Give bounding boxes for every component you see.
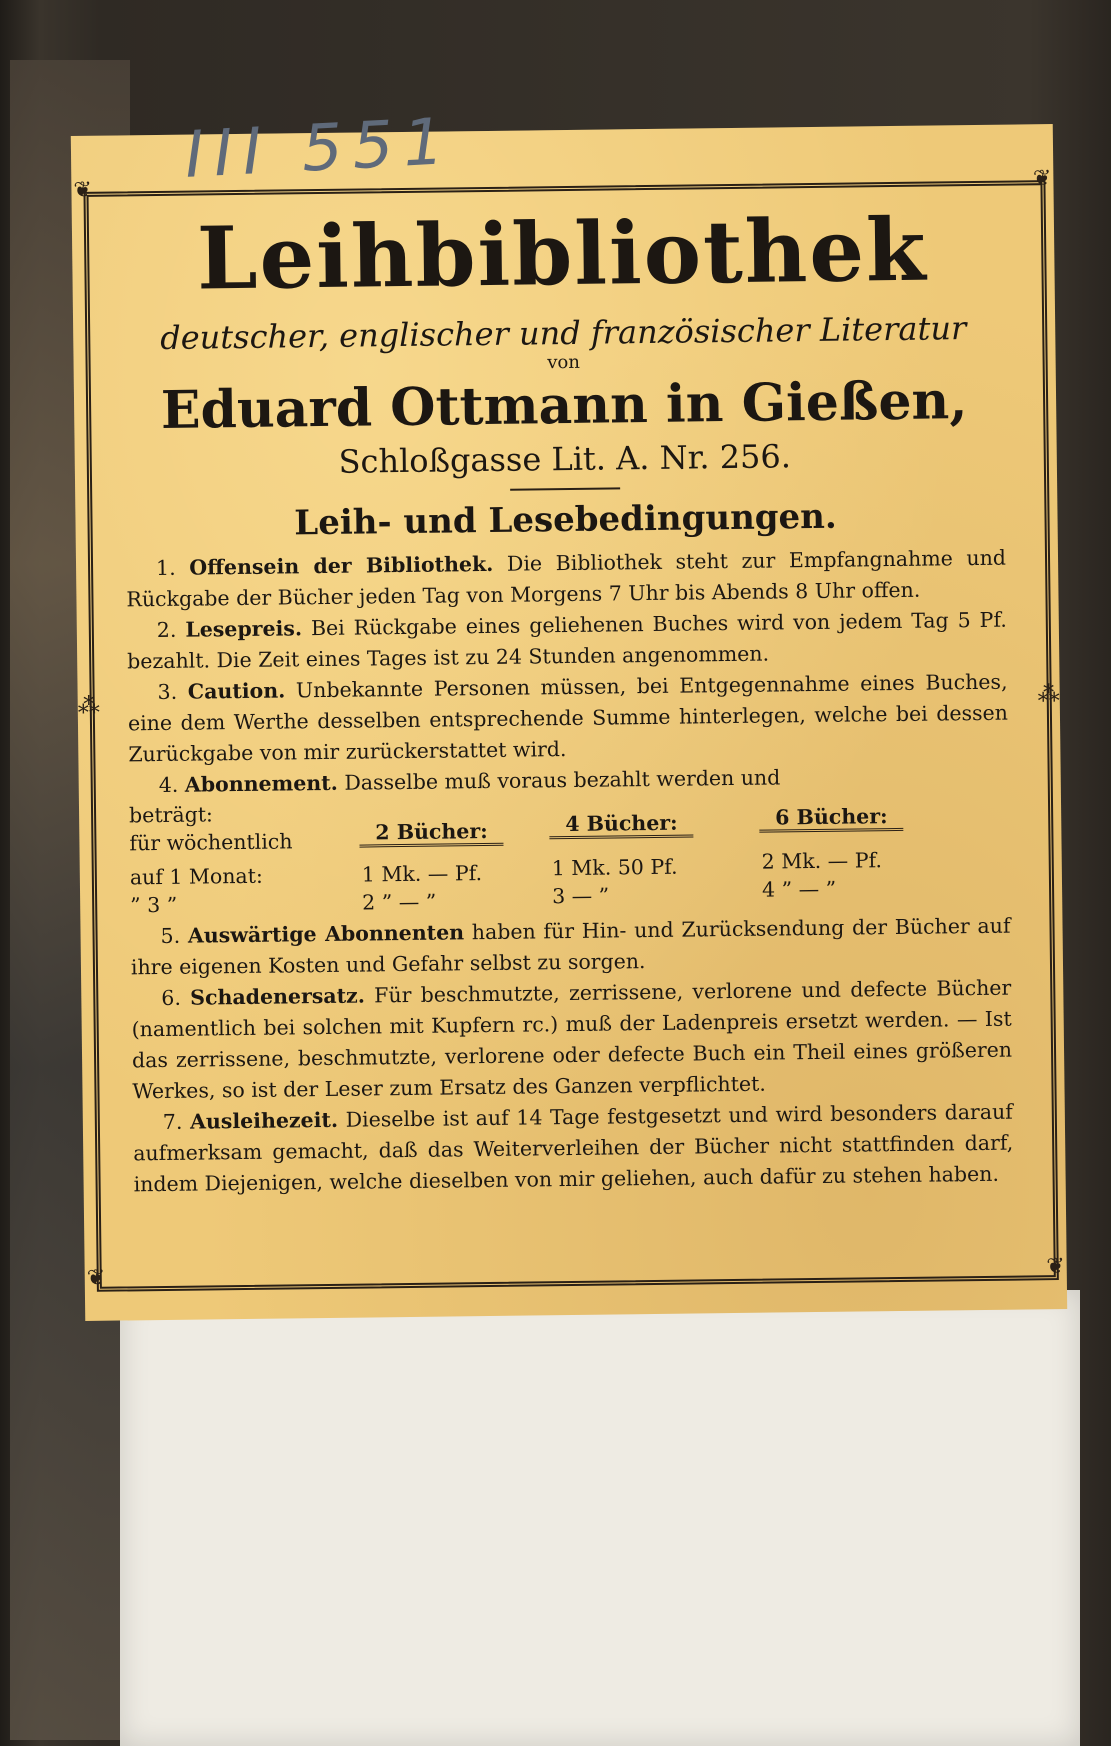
abo-c2-m1: 1 Mk. — Pf. (361, 861, 483, 887)
abo-col-2: 2 Bücher: (359, 819, 504, 848)
label-title: Leihbibliothek (196, 199, 929, 310)
publisher-name: Eduard Ottmann in Gießen, (160, 370, 968, 441)
abo-c6-m1: 2 Mk. — Pf. (761, 848, 883, 874)
corner-ornament-icon: ❦ (1032, 166, 1052, 192)
abo-row-week: für wöchentlich (129, 829, 293, 856)
rule-item: 1. Offensein der Bibliothek. Die Bibliothek steht zur Empfangnahme und Rückgabe der Bücher jeden Tag von Morgens 7 Uhr bis Abends 8 Uhr offen. (126, 545, 1007, 612)
label-von: von (547, 351, 581, 374)
abo-c2-m3: 2 ” — ” (362, 889, 437, 915)
corner-ornament-icon: ❦ (73, 177, 93, 204)
divider (510, 487, 620, 490)
abo-c4-m3: 3 — ” (551, 883, 610, 909)
label-content (122, 195, 1014, 1201)
rule-item: 5. Auswärtige Abonnenten haben für Hin- und Zurücksendung der Bücher auf ihre eigenen Kosten und Gefahr selbst zu sorgen. (130, 913, 1011, 980)
section-title: Leih- und Lesebedingungen. (294, 496, 837, 544)
rule-item: 6. Schadenersatz. Für beschmutzte, zerrissene, verlorene und defecte Bücher (namentlich bei solchen mit Kupfern rc.) muß der Ladenpreis ersetzt werden. — Ist das zerrissene, beschmutzte, verlorene oder defecte Buch ein Theil eines größeren Werkes, so ist der Leser zum Ersatz des Ganzen verpflichtet. (131, 975, 1013, 1104)
corner-ornament-icon: ❦ (1046, 1253, 1065, 1280)
abo-c6-m3: 4 ” — ” (761, 876, 837, 902)
abo-c4-m1: 1 Mk. 50 Pf. (551, 854, 678, 881)
handwritten-shelf-mark: III 551 (183, 104, 456, 193)
abo-col-6: 6 Bücher: (759, 804, 904, 833)
label-subtitle: deutscher, englischer und französischer Literatur (160, 309, 967, 357)
abo-col-4: 4 Bücher: (549, 810, 694, 839)
rule-item: 3. Caution. Unbekannte Personen müssen, bei Entgegennahme eines Buches, eine dem Werthe desselben entsprechende Summe hinterlegen, welche bei dessen Zurückgabe von mir zurückerstattet wird. (127, 669, 1009, 767)
library-label (71, 124, 1067, 1321)
abo-row-month: auf 1 Monat: (129, 863, 263, 890)
corner-ornament-icon: ❦ (86, 1265, 106, 1291)
abo-lead: beträgt: (128, 802, 214, 828)
side-ornament-icon: ⁂ (77, 693, 100, 719)
side-ornament-icon: ⁂ (1037, 682, 1060, 708)
publisher-address: Schloßgasse Lit. A. Nr. 256. (338, 437, 792, 481)
rule-item: 7. Ausleihezeit. Dieselbe ist auf 14 Tage festgesetzt und wird besonders darauf aufmerksam gemacht, daß das Weiterverleihen der Bücher nicht stattfinden darf, indem Diejenigen, welche dieselben von mir geliehen, auch dafür zu stehen haben. (133, 1099, 1014, 1197)
abonnement-table (129, 793, 1010, 922)
rule-item: 4. Abonnement. Dasselbe muß voraus bezahlt werden und (158, 765, 781, 798)
abo-row-3: ” 3 ” (130, 892, 178, 918)
blank-endpaper (120, 1290, 1080, 1746)
rule-item: 2. Lesepreis. Bei Rückgabe eines geliehenen Buches wird von jedem Tag 5 Pf. bezahlt. Die Zeit eines Tages ist zu 24 Stunden angenommen. (127, 607, 1007, 674)
